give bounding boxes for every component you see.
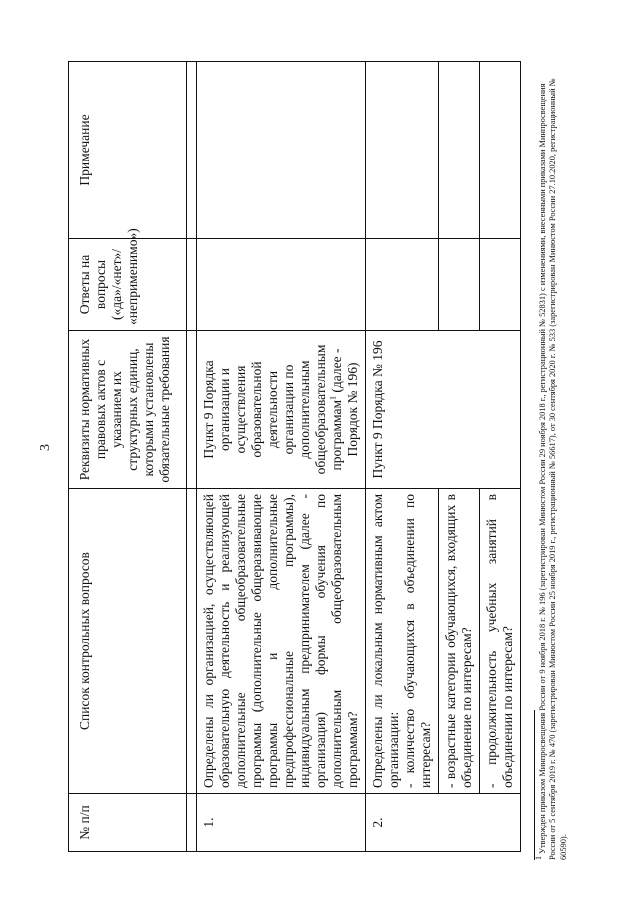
row-2-answer-2 — [439, 239, 480, 331]
row-2-note-2 — [439, 62, 480, 239]
page-number: 3 — [38, 444, 53, 451]
table-row — [366, 62, 439, 852]
row-2-note-1 — [366, 62, 439, 239]
row-1-reference — [197, 331, 366, 489]
table-row — [197, 62, 366, 852]
row-1-note — [197, 62, 366, 239]
row-1-answer — [197, 239, 366, 331]
row-1-reference-tail: (далее - Порядок № 196) — [329, 348, 360, 457]
row-2-question — [366, 489, 439, 794]
table-spacer-row — [187, 62, 197, 852]
row-1-question: Определены ли организацией, осуществляющей образовательную деятельность и реализующей дополнительные общеобразовательные программы (дополнительные общеразвивающие программы и дополнительные предпрофессиональные программы), индивидуальным предпринимателем (далее - организация) формы обучения по дополнительным общеобразовательным программам? — [197, 489, 366, 794]
row-2-subitem-3: - продолжительность учебных занятий в объединении по интересам? — [480, 489, 521, 794]
row-2-answer-3 — [480, 239, 521, 331]
footnote-mark: 1 — [328, 395, 338, 400]
header-questions: Список контрольных вопросов — [69, 489, 187, 794]
row-2-question-intro: Определены ли локальным нормативным актом организации: — [370, 494, 401, 788]
header-references: Реквизиты нормативных правовых актов с указанием их структурных единиц, которыми установлены обязательные требования — [69, 331, 187, 489]
row-2-subitem-1: - количество обучающихся в объединении по интересам? — [402, 494, 433, 788]
control-questions-table — [68, 61, 521, 852]
header-answers: Ответы на вопросы («да»/«нет»/ «неприменимо») — [69, 239, 187, 331]
row-2-subitem-2: - возрастные категории обучающихся, входящих в объединение по интересам? — [439, 489, 480, 794]
row-1-reference-text: Пункт 9 Порядка организации и осуществления образовательной деятельности организации по дополнительным общеобразовательным программам — [201, 344, 344, 475]
row-2-answer-1 — [366, 239, 439, 331]
row-2-num: 2. — [366, 794, 521, 852]
table-header-row — [69, 62, 187, 852]
header-num: № п/п — [69, 794, 187, 852]
row-2-reference: Пункт 9 Порядка № 196 — [366, 331, 521, 489]
footnote-text: Утвержден приказом Минпросвещения России от 9 ноября 2018 г. № 196 (зарегистрирован Минюстом России 29 ноября 2018 г., регистрационный № 52831) с изменениями, внесенными приказами Минпросвещения России от 5 сентября 2019 г. № 470 (зарегистрирован Минюстом России 25 ноября 2019 г., регистрационный № 56617), от 30 сентября 2020 г. № 533 (зарегистрирован Минюстом России 27.10.2020, регистрационный № 60590). — [538, 78, 568, 860]
footnote-number: 1 — [534, 856, 544, 860]
footnote-divider — [534, 710, 535, 860]
footnote — [534, 60, 569, 860]
row-1-num: 1. — [197, 794, 366, 852]
header-note: Примечание — [69, 62, 187, 239]
row-2-note-3 — [480, 62, 521, 239]
